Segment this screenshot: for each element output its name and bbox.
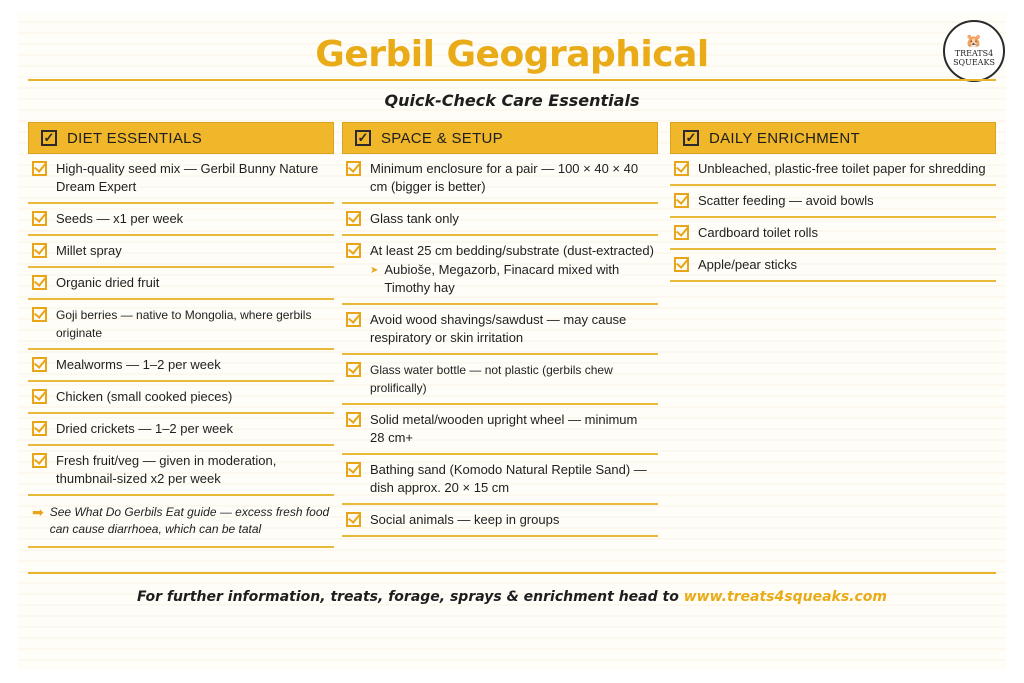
column-heading-label: DIET ESSENTIALS <box>67 129 203 147</box>
brand-logo <box>943 20 1005 82</box>
arrow-right-icon: ➤ <box>370 265 379 276</box>
sub-item <box>370 261 654 297</box>
list-item <box>670 218 996 250</box>
check-icon <box>32 421 47 436</box>
item-text: Millet spray <box>56 243 122 258</box>
check-icon <box>674 225 689 240</box>
check-icon <box>346 312 361 327</box>
item-text: Chicken (small cooked pieces) <box>56 389 233 404</box>
diet-column <box>28 122 334 548</box>
list-item <box>28 350 334 382</box>
check-icon <box>346 243 361 258</box>
check-icon <box>346 211 361 226</box>
item-text: Solid metal/wooden upright wheel — minimum 28 cm+ <box>370 412 638 445</box>
care-card <box>18 12 1006 670</box>
item-text: High-quality seed mix — Gerbil Bunny Nature Dream Expert <box>56 161 319 194</box>
logo-line-1: TREATS4 <box>954 49 994 58</box>
column-heading <box>670 122 996 154</box>
space-column <box>342 122 658 537</box>
list-item <box>28 414 334 446</box>
item-text: Goji berries — native to Mongolia, where gerbils originate <box>56 308 312 340</box>
item-text: Scatter feeding — avoid bowls <box>698 193 874 208</box>
item-text: At least 25 cm bedding/substrate (dust-extracted) <box>370 243 654 258</box>
diet-note <box>28 496 334 548</box>
logo-line-2: SQUEAKS <box>953 58 995 67</box>
column-heading <box>28 122 334 154</box>
check-icon <box>32 275 47 290</box>
item-text: Apple/pear sticks <box>698 257 797 272</box>
item-text: Minimum enclosure for a pair — 100 × 40 × 40 cm (bigger is better) <box>370 161 639 194</box>
check-icon <box>32 389 47 404</box>
title-divider <box>28 79 996 81</box>
item-text: Unbleached, plastic-free toilet paper for shredding <box>698 161 986 176</box>
page-subtitle: Quick-Check Care Essentials <box>384 91 640 110</box>
item-text: Social animals — keep in groups <box>370 512 560 527</box>
checkbox-icon: ✓ <box>683 130 699 146</box>
check-icon <box>32 453 47 468</box>
list-item <box>342 455 658 505</box>
item-text: Mealworms — 1–2 per week <box>56 357 221 372</box>
list-item <box>28 382 334 414</box>
check-icon <box>674 257 689 272</box>
check-icon <box>346 462 361 477</box>
footer-divider <box>28 572 996 574</box>
item-text: Seeds — x1 per week <box>56 211 184 226</box>
list-item <box>28 154 334 204</box>
check-icon <box>32 161 47 176</box>
check-icon <box>346 161 361 176</box>
list-item <box>670 250 996 282</box>
item-text: Glass water bottle — not plastic (gerbils chew prolifically) <box>370 363 613 395</box>
list-item <box>28 236 334 268</box>
column-heading <box>342 122 658 154</box>
footer <box>18 589 1006 605</box>
list-item <box>28 300 334 350</box>
list-item <box>342 236 658 305</box>
check-icon <box>346 362 361 377</box>
footer-link[interactable]: www.treats4squeaks.com <box>683 589 887 605</box>
checkbox-icon: ✓ <box>41 130 57 146</box>
list-item <box>342 204 658 236</box>
list-item <box>342 505 658 537</box>
column-heading-label: SPACE & SETUP <box>381 129 503 147</box>
item-text: Dried crickets — 1–2 per week <box>56 421 234 436</box>
check-icon <box>346 512 361 527</box>
list-item <box>28 446 334 496</box>
item-text: Glass tank only <box>370 211 459 226</box>
list-item <box>342 305 658 355</box>
gerbil-icon: 🐹 <box>965 34 983 49</box>
checkbox-icon: ✓ <box>355 130 371 146</box>
column-heading-label: DAILY ENRICHMENT <box>709 129 860 147</box>
list-item <box>342 355 658 405</box>
check-icon <box>32 211 47 226</box>
check-icon <box>32 243 47 258</box>
check-icon <box>674 193 689 208</box>
note-text: See What Do Gerbils Eat guide — excess fresh food can cause diarrhoea, which can be tatal <box>49 505 330 536</box>
check-icon <box>32 357 47 372</box>
list-item <box>28 268 334 300</box>
list-item <box>28 204 334 236</box>
list-item <box>670 154 996 186</box>
check-icon <box>32 307 47 322</box>
check-icon <box>674 161 689 176</box>
list-item <box>342 405 658 455</box>
sub-item-text: Aubioše, Megazorb, Finacard mixed with Timothy hay <box>384 262 620 295</box>
item-text: Bathing sand (Komodo Natural Reptile Sand) — dish approx. 20 × 15 cm <box>370 462 647 495</box>
arrow-right-icon: ➡ <box>32 504 44 520</box>
item-text: Cardboard toilet rolls <box>698 225 818 240</box>
item-text: Organic dried fruit <box>56 275 160 290</box>
list-item <box>342 154 658 204</box>
item-text: Avoid wood shavings/sawdust — may cause respiratory or skin irritation <box>370 312 627 345</box>
page-title: Gerbil Geographical <box>315 34 709 75</box>
footer-text: For further information, treats, forage, sprays & enrichment head to <box>137 589 679 605</box>
enrichment-column <box>670 122 996 282</box>
list-item <box>670 186 996 218</box>
check-icon <box>346 412 361 427</box>
item-text: Fresh fruit/veg — given in moderation, thumbnail-sized x2 per week <box>56 453 277 486</box>
